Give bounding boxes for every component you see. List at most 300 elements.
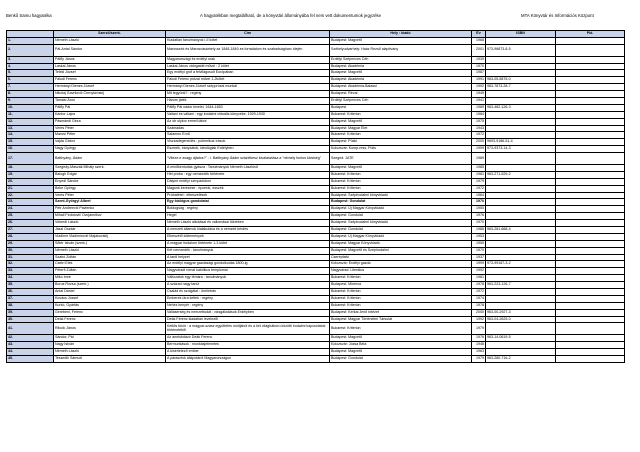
cell-number: 20. bbox=[7, 178, 54, 185]
cell-title: A század nagy tanúi bbox=[166, 282, 330, 289]
cell-year: 1981 bbox=[472, 171, 486, 178]
cell-copies bbox=[556, 91, 625, 98]
cell-number: 34. bbox=[7, 275, 54, 282]
cell-copies bbox=[556, 125, 625, 132]
cell-number: 14. bbox=[7, 132, 54, 139]
cell-title: Boldogság : regény bbox=[166, 206, 330, 213]
cell-copies bbox=[556, 164, 625, 171]
cell-isbn bbox=[486, 288, 556, 295]
cell-author: Szent-Györgyi Albert bbox=[54, 199, 166, 206]
table-row bbox=[7, 282, 625, 289]
cell-number: 32. bbox=[7, 261, 54, 268]
cell-isbn bbox=[486, 98, 556, 105]
cell-title: "Vitéze-e avagy ájtatos?" : I. Batthyány Ádám százlékesz kiválasztása a "némely fontos kicsiség" bbox=[166, 153, 330, 165]
cell-number: 22. bbox=[7, 192, 54, 199]
cell-place: Bukarest: Kriterion bbox=[330, 132, 472, 139]
cell-title: Németh László alkotásai és vallomásai tükrében bbox=[166, 220, 330, 227]
cell-author: Szabó Zoltán bbox=[54, 254, 166, 261]
cell-author: Balogh Edgár bbox=[54, 171, 166, 178]
cell-year: 1979 bbox=[472, 178, 486, 185]
cell-isbn bbox=[486, 323, 556, 335]
cell-copies bbox=[556, 192, 625, 199]
cell-copies bbox=[556, 146, 625, 153]
table-row bbox=[7, 63, 625, 70]
cell-year: 1970 bbox=[472, 63, 486, 70]
cell-author: Vladimir Vladimirovič Majakovskij bbox=[54, 233, 166, 240]
table-row bbox=[7, 192, 625, 199]
table-row bbox=[7, 44, 625, 56]
cell-isbn: 963-223-126-7 bbox=[486, 282, 556, 289]
cell-year: 1999 bbox=[472, 146, 486, 153]
cell-year: 1979 bbox=[472, 323, 486, 335]
table-row bbox=[7, 84, 625, 91]
cell-number: 39. bbox=[7, 309, 54, 316]
table-row bbox=[7, 335, 625, 342]
cell-number: 30. bbox=[7, 247, 54, 254]
cell-year: 2000 bbox=[472, 309, 486, 316]
cell-author: Enyedi Sándor bbox=[54, 178, 166, 185]
cell-year: 1972 bbox=[472, 185, 486, 192]
cell-place: Székelyudvarhely: Haáz Rezső alapítvány bbox=[330, 44, 472, 56]
cell-author: Tamási Áron bbox=[54, 98, 166, 105]
cell-number: 27. bbox=[7, 226, 54, 233]
cell-place: Erdélyi Szépmíves Céh bbox=[330, 98, 472, 105]
table-row bbox=[7, 146, 625, 153]
table-row bbox=[7, 98, 625, 105]
cell-number: 42. bbox=[7, 335, 54, 342]
cell-isbn bbox=[486, 302, 556, 309]
column-header-title: Cím bbox=[166, 31, 330, 38]
cell-copies bbox=[556, 220, 625, 227]
cell-copies bbox=[556, 206, 625, 213]
cell-year: 2001 bbox=[472, 44, 486, 56]
cell-title: Viszzadegenedés : polemikus írások bbox=[166, 139, 330, 146]
cell-number: 35. bbox=[7, 282, 54, 289]
cell-author: Szegedy-Maszák Mihály szerk. bbox=[54, 164, 166, 171]
cell-title: Az ob olykor ermeli tábot bbox=[166, 118, 330, 125]
column-header-year: Év bbox=[472, 31, 486, 38]
table-row bbox=[7, 316, 625, 323]
cell-isbn: 963-05-5875-0 bbox=[486, 77, 556, 84]
cell-title: Dályné erdélyi színpadokon bbox=[166, 178, 330, 185]
cell-title: Bérmunkások : munkásjelenetek bbox=[166, 342, 330, 349]
cell-copies bbox=[556, 309, 625, 316]
cell-author: Pásmándi Géza bbox=[54, 118, 166, 125]
cell-year: 1978 bbox=[472, 282, 486, 289]
cell-isbn bbox=[486, 220, 556, 227]
cell-number: 45. bbox=[7, 355, 54, 362]
cell-place: Szeged: JATE bbox=[330, 153, 472, 165]
cell-author: Pál-Antal Sándor bbox=[54, 44, 166, 56]
cell-author: Veres Péter bbox=[54, 125, 166, 132]
cell-isbn bbox=[486, 192, 556, 199]
cell-copies bbox=[556, 56, 625, 63]
cell-number: 33. bbox=[7, 268, 54, 275]
cell-number: 16. bbox=[7, 146, 54, 153]
table-row bbox=[7, 355, 625, 362]
cell-number: 23. bbox=[7, 199, 54, 206]
cell-year: 1941 bbox=[472, 98, 486, 105]
table-row bbox=[7, 38, 625, 45]
table-row bbox=[7, 349, 625, 356]
cell-number: 24. bbox=[7, 206, 54, 213]
cell-place: Budapest: Magyar Élet bbox=[330, 125, 472, 132]
cell-title: Eszmék, irányzatok, ideológiák Erdélyben bbox=[166, 146, 330, 153]
cell-isbn: 9693-9186-51-4 bbox=[486, 139, 556, 146]
cell-isbn: 963-462-126-3 bbox=[486, 104, 556, 111]
cell-title: Valláserség és nemzettudat : vizsgálódások Erdélyben bbox=[166, 309, 330, 316]
cell-place: Budapest: Kerkai Jenő Intézet bbox=[330, 309, 472, 316]
cell-author: Borus Rózsa (szerk.) bbox=[54, 282, 166, 289]
cell-number: 18. bbox=[7, 164, 54, 171]
cell-place: Bukarest: Kriterion bbox=[330, 323, 472, 335]
cell-place: Budapest: Révai bbox=[330, 91, 472, 98]
cell-number: 13. bbox=[7, 125, 54, 132]
cell-copies bbox=[556, 38, 625, 45]
cell-number: 2. bbox=[7, 44, 54, 56]
cell-number: 4. bbox=[7, 63, 54, 70]
cell-title: Egy erdélyi gróf a felvilágosult Európában bbox=[166, 70, 330, 77]
cell-year: 1972 bbox=[472, 288, 486, 295]
cell-number: 10. bbox=[7, 104, 54, 111]
cell-title: Laskai János válogatott művei : 2 kötet bbox=[166, 63, 330, 70]
cell-title: Az erdélyi magyar gazdasági gondolkodás 1800-ig bbox=[166, 261, 330, 268]
cell-place: Budapest: Akadémia bbox=[330, 77, 472, 84]
cell-copies bbox=[556, 70, 625, 77]
cell-isbn bbox=[486, 38, 556, 45]
cell-place: Cserépfalvi bbox=[330, 254, 472, 261]
cell-isbn bbox=[486, 268, 556, 275]
cell-author: Péterfi Zoltán bbox=[54, 268, 166, 275]
table-row bbox=[7, 233, 625, 240]
cell-isbn bbox=[486, 63, 556, 70]
table-row bbox=[7, 261, 625, 268]
cell-year: 1974 bbox=[472, 295, 486, 302]
table-row bbox=[7, 178, 625, 185]
cell-place: Bukarest: Kriterion bbox=[330, 111, 472, 118]
table-row bbox=[7, 247, 625, 254]
table-row bbox=[7, 240, 625, 247]
cell-place: Budapest: Gondolat bbox=[330, 199, 472, 206]
table-row bbox=[7, 171, 625, 178]
cell-title: A parasztok állapotáról Magyarországon bbox=[166, 355, 330, 362]
cell-year: 1989 bbox=[472, 104, 486, 111]
table-row bbox=[7, 185, 625, 192]
cell-isbn bbox=[486, 206, 556, 213]
cell-place: Budapest: Magvető bbox=[330, 164, 472, 171]
cell-number: 38. bbox=[7, 302, 54, 309]
cell-year: 1984 bbox=[472, 111, 486, 118]
cell-copies bbox=[556, 349, 625, 356]
cell-number: 29. bbox=[7, 240, 54, 247]
cell-title: Magunk keresése : riportok, esszék bbox=[166, 185, 330, 192]
cell-title: Két nemzedék : tanulmányok bbox=[166, 247, 330, 254]
cell-place: Nagyvárad: Literátus bbox=[330, 268, 472, 275]
table-row bbox=[7, 275, 625, 282]
cell-place: Budapest: Szépirodalmi könyvkiadó bbox=[330, 220, 472, 227]
header-right-text: MTA Könyvtár és Információs Központ bbox=[521, 13, 594, 18]
cell-place: Budapest: Magvető bbox=[330, 38, 472, 45]
cell-year: 1939 bbox=[472, 56, 486, 63]
cell-isbn: 963-280-716-2 bbox=[486, 355, 556, 362]
cell-copies bbox=[556, 84, 625, 91]
cell-place: Budapest bbox=[330, 104, 472, 111]
cell-place: Budapest: Magvető és Szépirodalmi bbox=[330, 247, 472, 254]
table-body bbox=[7, 38, 625, 363]
table-row bbox=[7, 104, 625, 111]
cell-isbn bbox=[486, 164, 556, 171]
cell-copies bbox=[556, 288, 625, 295]
cell-copies bbox=[556, 323, 625, 335]
cell-isbn bbox=[486, 132, 556, 139]
cell-copies bbox=[556, 213, 625, 220]
cell-title: Változatok egy témára : tanulmányok bbox=[166, 275, 330, 282]
cell-title: Próbatétel : elbeszélések bbox=[166, 192, 330, 199]
cell-author: Veres Péter bbox=[54, 192, 166, 199]
cell-author: Mikó Imre bbox=[54, 275, 166, 282]
cell-number: 28. bbox=[7, 233, 54, 240]
cell-title: A magyar irodalom története 1-3 kötet bbox=[166, 240, 330, 247]
cell-author: Csetri Elek bbox=[54, 261, 166, 268]
cell-copies bbox=[556, 63, 625, 70]
cell-title: Hét próba : egy nemzedék története bbox=[166, 171, 330, 178]
cell-copies bbox=[556, 153, 625, 165]
cell-author: Kántor Lajos bbox=[54, 111, 166, 118]
cell-title: Hegel bbox=[166, 213, 330, 220]
cell-copies bbox=[556, 185, 625, 192]
cell-place: Budapest: Új Magyar Könyvkiadó bbox=[330, 206, 472, 213]
cell-title: Elbeszélő költemények bbox=[166, 233, 330, 240]
cell-isbn bbox=[486, 213, 556, 220]
cell-isbn bbox=[486, 70, 556, 77]
cell-year: 1968 bbox=[472, 38, 486, 45]
table-row bbox=[7, 342, 625, 349]
cell-copies bbox=[556, 199, 625, 206]
cell-copies bbox=[556, 77, 625, 84]
cell-author: Tessedik Sámuel bbox=[54, 355, 166, 362]
cell-place: Budapest: Gondolat bbox=[330, 355, 472, 362]
cell-copies bbox=[556, 233, 625, 240]
cell-author: Faludi Ferenc bbox=[54, 77, 166, 84]
cell-isbn bbox=[486, 342, 556, 349]
cell-author: Kovács József bbox=[54, 295, 166, 302]
cell-year: 1943 bbox=[472, 125, 486, 132]
table-row bbox=[7, 226, 625, 233]
cell-isbn bbox=[486, 111, 556, 118]
cell-title: Kiadatlan tanulmányok I-II kötet bbox=[166, 38, 330, 45]
cell-year: 1937 bbox=[472, 254, 486, 261]
cell-year: 1975 bbox=[472, 118, 486, 125]
cell-year: 1976 bbox=[472, 335, 486, 342]
cell-copies bbox=[556, 295, 625, 302]
cell-author: Sőtér István (szerk.) bbox=[54, 240, 166, 247]
cell-title: Marosszék és Marosvásárhely az 1848-1849-es forradalom és szabadságharc idején bbox=[166, 44, 330, 56]
cell-number: 36. bbox=[7, 288, 54, 295]
cell-year: 1991 bbox=[472, 77, 486, 84]
cell-year: 1970 bbox=[472, 247, 486, 254]
cell-title: Család és szolgálat : önéletrás bbox=[166, 288, 330, 295]
cell-place: Budapest: Gondolat bbox=[330, 226, 472, 233]
cell-isbn: 973-96873-8-5 bbox=[486, 44, 556, 56]
cell-copies bbox=[556, 98, 625, 105]
cell-number: 15. bbox=[7, 139, 54, 146]
cell-year: 1992 bbox=[472, 316, 486, 323]
cell-author: Antal Dániel bbox=[54, 288, 166, 295]
cell-isbn: 963-7873-28-7 bbox=[486, 84, 556, 91]
cell-title: Az anekdotázó Deák Ferenc bbox=[166, 335, 330, 342]
cell-author: Laskai János bbox=[54, 63, 166, 70]
cell-author: Gerebeni, Ferenc bbox=[54, 309, 166, 316]
table-row bbox=[7, 164, 625, 171]
cell-number: 26. bbox=[7, 220, 54, 227]
cell-title: Magyarországi és erdélyi urak bbox=[166, 56, 330, 63]
cell-author: Jászi Oszkár bbox=[54, 226, 166, 233]
cell-year: 1981 bbox=[472, 275, 486, 282]
table-row bbox=[7, 199, 625, 206]
cell-isbn bbox=[486, 91, 556, 98]
column-header-author: Szerző/szerk. bbox=[54, 31, 166, 38]
cell-isbn bbox=[486, 240, 556, 247]
column-header-place: Hely : kiadó bbox=[330, 31, 472, 38]
cell-year: 1987 bbox=[472, 70, 486, 77]
cell-author: Mihail Fedotovič Ovcjannikov bbox=[54, 213, 166, 220]
cell-place: Bukarest: Kriterion bbox=[330, 185, 472, 192]
cell-author: Pálffy János bbox=[54, 56, 166, 63]
cell-copies bbox=[556, 268, 625, 275]
cell-author: Deák Ferenc bbox=[54, 316, 166, 323]
cell-isbn bbox=[486, 125, 556, 132]
cell-place: Budapest: Szépirodalmi könyvkiadó bbox=[330, 192, 472, 199]
cell-copies bbox=[556, 178, 625, 185]
cell-title: Valtani és váltani : egy irodalmi virtuális könyvéke, 1929-1930 bbox=[166, 111, 330, 118]
cell-isbn: 963-271-529-2 bbox=[486, 171, 556, 178]
table-row bbox=[7, 153, 625, 165]
cell-year: 1992 bbox=[472, 84, 486, 91]
cell-year: 1992 bbox=[472, 268, 486, 275]
header-center-text: A hagyatékban megtalálható, de a könyvtári állományába fel nem vett dokumentumok jegyzéke bbox=[200, 13, 382, 18]
cell-author: Hermányi Dienes József bbox=[54, 84, 166, 91]
cell-place: Bukarest: Kriterion bbox=[330, 288, 472, 295]
cell-number: 31. bbox=[7, 254, 54, 261]
cell-isbn bbox=[486, 247, 556, 254]
cell-isbn: 963-04-2625-0 bbox=[486, 316, 556, 323]
cell-place: Bukarest: Kriterion bbox=[330, 295, 472, 302]
table-row bbox=[7, 77, 625, 84]
cell-year: 1946 bbox=[472, 342, 486, 349]
table-row bbox=[7, 295, 625, 302]
cell-copies bbox=[556, 171, 625, 178]
cell-copies bbox=[556, 355, 625, 362]
cell-copies bbox=[556, 44, 625, 56]
cell-copies bbox=[556, 247, 625, 254]
cell-place: Erdélyi Szépmíves Céh bbox=[330, 56, 472, 63]
cell-place: Bukarest: Kriterion bbox=[330, 178, 472, 185]
cell-title: Pálffy Pál nádor levelei, 1644-1653 bbox=[166, 104, 330, 111]
cell-title: Hermányi Dienes József szépprózai munkái bbox=[166, 84, 330, 91]
table-row bbox=[7, 213, 625, 220]
cell-place: Budapest: Magvető bbox=[330, 349, 472, 356]
cell-title: Mit tegyünk? : regény bbox=[166, 91, 330, 98]
cell-place: Kolozsvár: Józsa Béla bbox=[330, 342, 472, 349]
cell-title: Nehéz kenyér : regény bbox=[166, 302, 330, 309]
cell-isbn bbox=[486, 56, 556, 63]
cell-title: Számadás bbox=[166, 125, 330, 132]
cell-year: 1950 bbox=[472, 206, 486, 213]
cell-copies bbox=[556, 226, 625, 233]
cell-number: 3. bbox=[7, 56, 54, 63]
cell-isbn: 963-00-2927-3 bbox=[486, 309, 556, 316]
cell-copies bbox=[556, 302, 625, 309]
cell-isbn bbox=[486, 233, 556, 240]
cell-year: 1955 bbox=[472, 240, 486, 247]
cell-copies bbox=[556, 282, 625, 289]
cell-isbn: 973-99167-3-2 bbox=[486, 261, 556, 268]
cell-place: Budapest: Magyar Történelmi Társulat bbox=[330, 316, 472, 323]
cell-year: 1976 bbox=[472, 213, 486, 220]
cell-year: 1949 bbox=[472, 91, 486, 98]
cell-author: Nagy György bbox=[54, 146, 166, 153]
column-header-copies: Pld. bbox=[556, 31, 625, 38]
cell-isbn: 963-14-0619-5 bbox=[486, 335, 556, 342]
cell-place: Kolozsvár: Erdélyi gazda bbox=[330, 261, 472, 268]
table-row bbox=[7, 56, 625, 63]
table-row bbox=[7, 118, 625, 125]
cell-copies bbox=[556, 139, 625, 146]
cell-place: Kolozsvár: Komp-ress, Polis bbox=[330, 146, 472, 153]
table-row bbox=[7, 139, 625, 146]
cell-isbn bbox=[486, 178, 556, 185]
cell-title: A minőkentudás gyásza : Tanulmányok Németh Lászlóról bbox=[166, 164, 330, 171]
cell-copies bbox=[556, 342, 625, 349]
cell-number: 7. bbox=[7, 84, 54, 91]
cell-place: Budapest: Minerva bbox=[330, 282, 472, 289]
cell-year: 1979 bbox=[472, 355, 486, 362]
cell-place: Budapest: Akadémia-Balassi bbox=[330, 84, 472, 91]
cell-author: Nikolaj Gavrilovič Černyševskij bbox=[54, 91, 166, 98]
cell-year: 1963 bbox=[472, 349, 486, 356]
cell-year: 1978 bbox=[472, 302, 486, 309]
cell-author: Pálffy Pál bbox=[54, 104, 166, 111]
cell-copies bbox=[556, 275, 625, 282]
cell-isbn bbox=[486, 295, 556, 302]
cell-author: Németh László bbox=[54, 38, 166, 45]
cell-number: 19. bbox=[7, 171, 54, 178]
column-header-number bbox=[7, 31, 54, 38]
cell-year: 1985 bbox=[472, 164, 486, 171]
cell-number: 25. bbox=[7, 213, 54, 220]
cell-place: Bukarest: Kriterion bbox=[330, 275, 472, 282]
cell-author: Németh László bbox=[54, 349, 166, 356]
cell-author: Beke György bbox=[54, 185, 166, 192]
cell-place: Budapest: Magvető bbox=[330, 335, 472, 342]
table-row bbox=[7, 132, 625, 139]
cell-place: Budapest: Magvető bbox=[330, 70, 472, 77]
cell-title: Emberek útra keltek : regény bbox=[166, 295, 330, 302]
table-row bbox=[7, 206, 625, 213]
cell-year: 2000 bbox=[472, 139, 486, 146]
column-header-isbn: ISBN bbox=[486, 31, 556, 38]
cell-isbn bbox=[486, 349, 556, 356]
cell-copies bbox=[556, 104, 625, 111]
cell-copies bbox=[556, 316, 625, 323]
table-row bbox=[7, 254, 625, 261]
cell-author: Nagy István bbox=[54, 342, 166, 349]
table-row bbox=[7, 302, 625, 309]
cell-place: Budapest: Püski bbox=[330, 139, 472, 146]
cell-number: 41. bbox=[7, 323, 54, 335]
cell-place: Budapest: Gondolat bbox=[330, 213, 472, 220]
table-row bbox=[7, 288, 625, 295]
